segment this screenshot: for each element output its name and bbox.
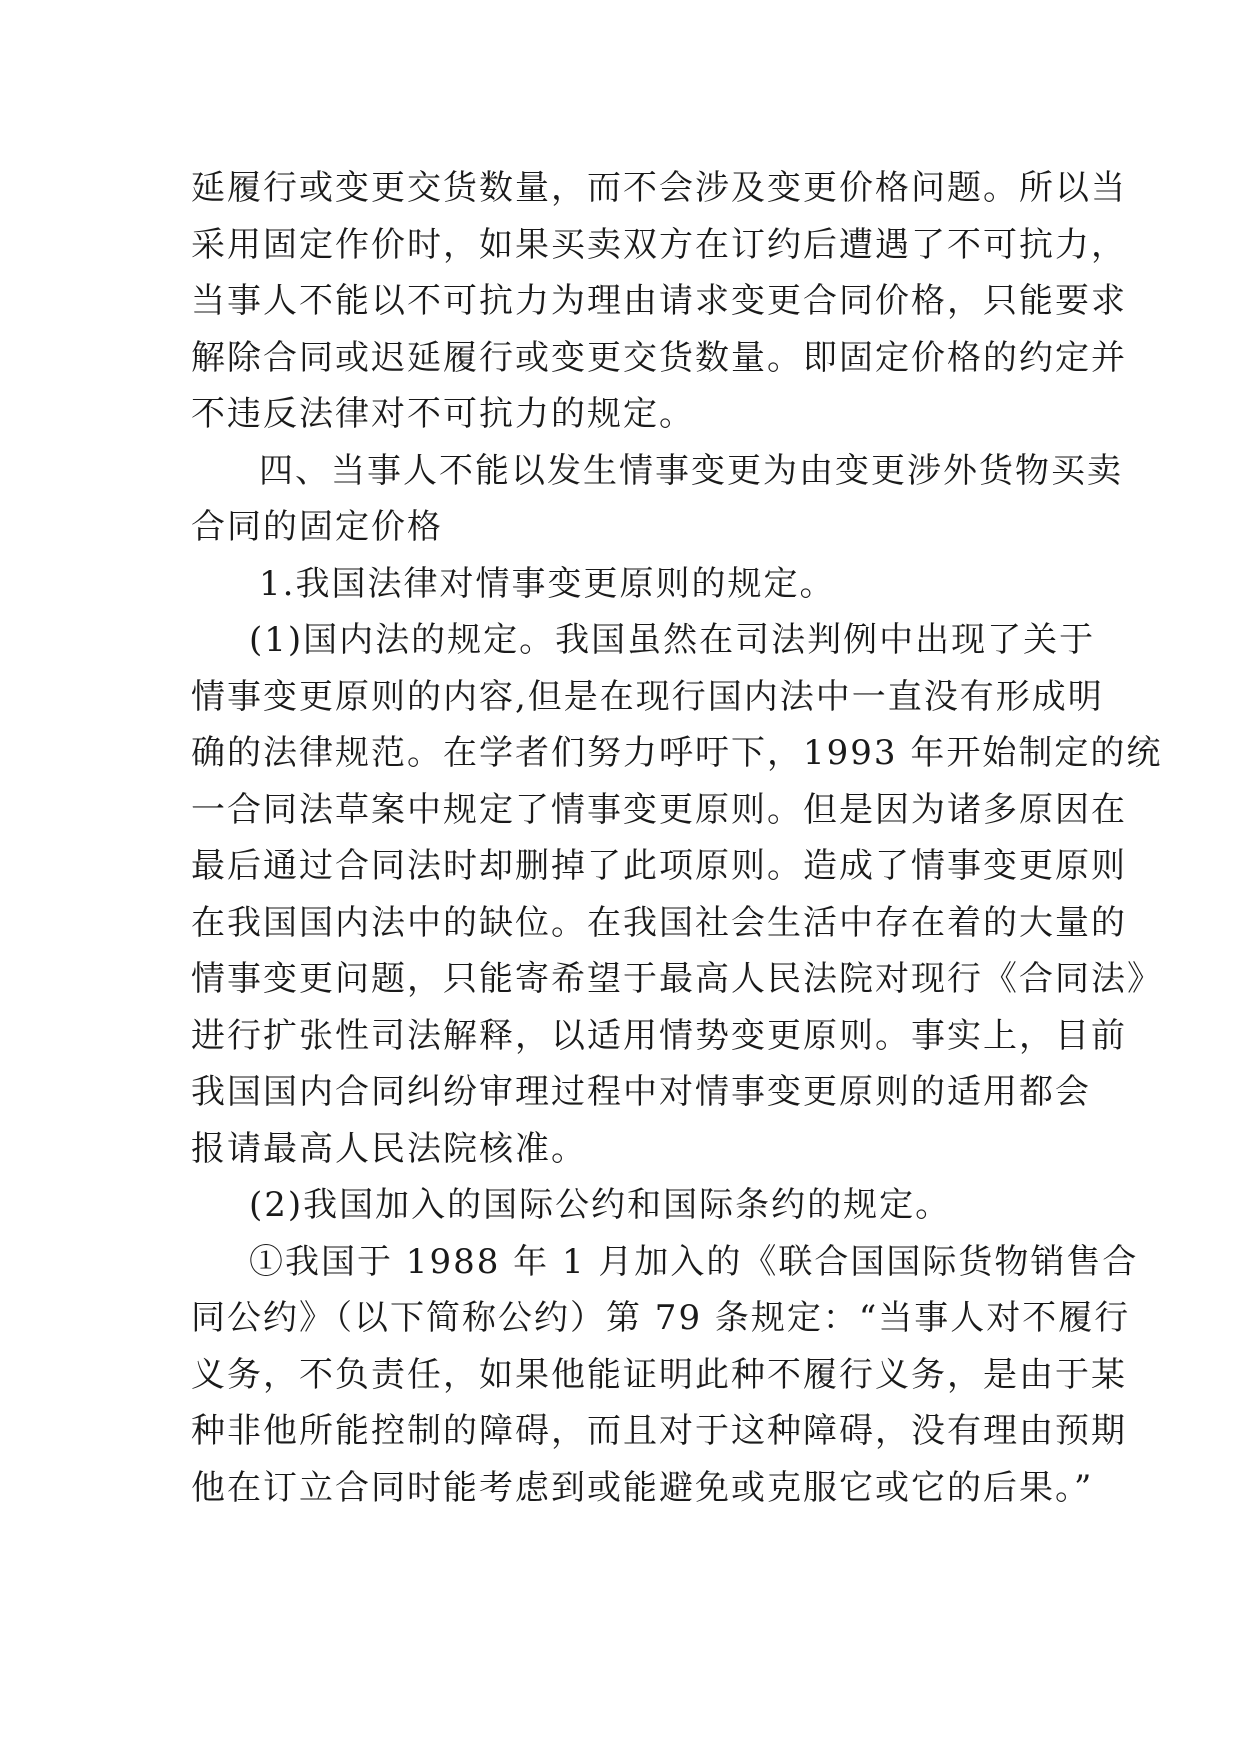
text-line: 种非他所能控制的障碍，而且对于这种障碍，没有理由预期	[191, 1411, 1127, 1451]
text-line: 采用固定作价时，如果买卖双方在订约后遭遇了不可抗力，	[191, 224, 1127, 265]
section-heading-continued: 合同的固定价格	[191, 507, 443, 547]
text-line: 延履行或变更交货数量，而不会涉及变更价格问题。所以当	[191, 168, 1127, 208]
text-line: 确的法律规范。在学者们努力呼吁下，1993 年开始制定的统	[191, 733, 1163, 773]
subsection-heading: 1.我国法律对情事变更原则的规定。	[259, 563, 836, 604]
paragraph-start: ①我国于 1988 年 1 月加入的《联合国国际货物销售合	[249, 1241, 1139, 1282]
text-line: 情事变更原则的内容,但是在现行国内法中一直没有形成明	[191, 676, 1104, 717]
text-line: 最后通过合同法时却删掉了此项原则。造成了情事变更原则	[191, 846, 1127, 886]
text-line: 报请最高人民法院核准。	[191, 1128, 587, 1169]
text-line: 同公约》（以下简称公约）第 79 条规定：“当事人对不履行	[191, 1298, 1131, 1338]
body-text	[191, 160, 1163, 1516]
text-line: 一合同法草案中规定了情事变更原则。但是因为诸多原因在	[191, 789, 1127, 830]
text-line: 情事变更问题，只能寄希望于最高人民法院对现行《合同法》	[191, 959, 1163, 999]
text-line: 在我国国内法中的缺位。在我国社会生活中存在着的大量的	[191, 902, 1127, 943]
text-line: 他在订立合同时能考虑到或能避免或克服它或它的后果。”	[191, 1467, 1094, 1508]
text-line: 义务，不负责任，如果他能证明此种不履行义务，是由于某	[191, 1354, 1127, 1395]
text-line: 不违反法律对不可抗力的规定。	[191, 394, 695, 434]
paragraph-start: (2)我国加入的国际公约和国际条约的规定。	[249, 1185, 952, 1225]
text-line: 当事人不能以不可抗力为理由请求变更合同价格，只能要求	[191, 281, 1127, 321]
text-line: 进行扩张性司法解释，以适用情势变更原则。事实上，目前	[191, 1015, 1127, 1056]
section-heading: 四、当事人不能以发生情事变更为由变更涉外货物买卖	[259, 450, 1123, 491]
paragraph-start: (1)国内法的规定。我国虽然在司法判例中出现了关于	[249, 620, 1096, 660]
text-line: 解除合同或迟延履行或变更交货数量。即固定价格的约定并	[191, 337, 1127, 378]
text-line: 我国国内合同纠纷审理过程中对情事变更原则的适用都会	[191, 1072, 1091, 1112]
